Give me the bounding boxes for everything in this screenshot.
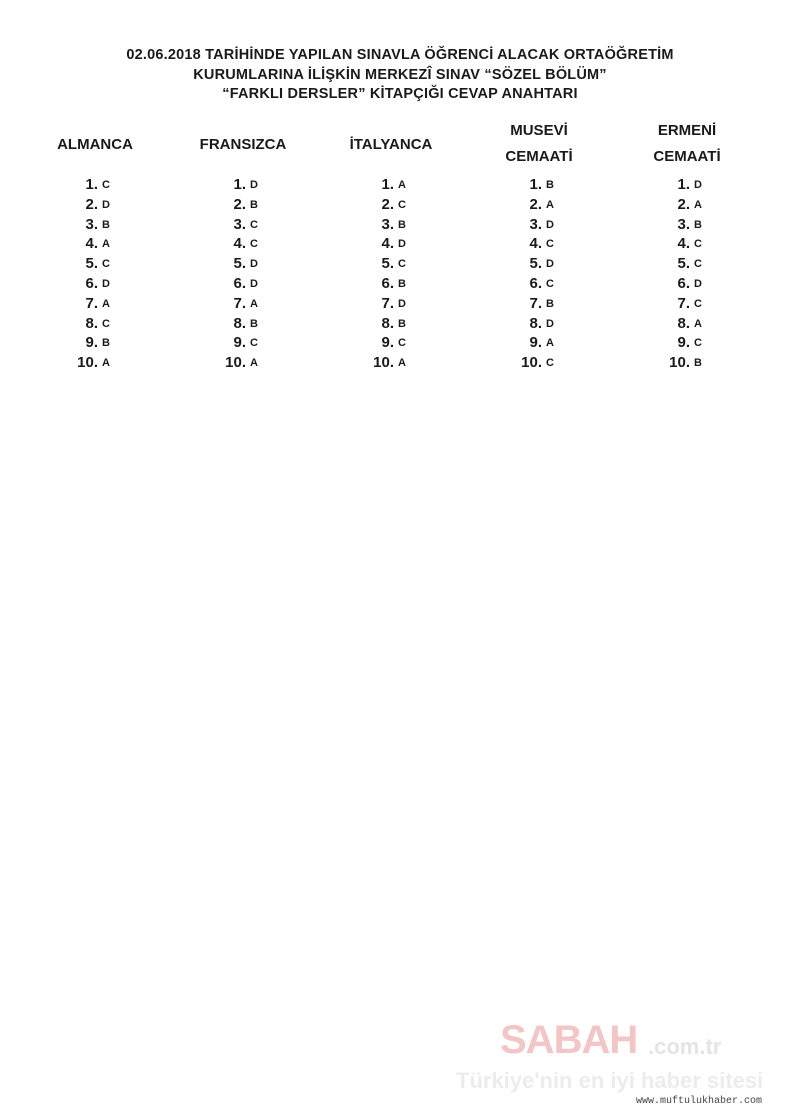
question-number: 3. [677, 215, 690, 233]
answer-column [20, 118, 170, 372]
question-number: 3. [529, 215, 542, 233]
question-number: 5. [529, 255, 542, 273]
answer-letter: C [694, 297, 702, 310]
question-number: 3. [85, 215, 98, 233]
column-title: FRANSIZCA [199, 136, 287, 153]
answer-column [316, 118, 466, 372]
question-number: 7. [381, 294, 394, 312]
answer-letter: C [546, 357, 554, 370]
column-title: İTALYANCA [349, 136, 433, 153]
question-number: 6. [529, 274, 542, 292]
answer-letter: B [694, 218, 702, 231]
question-number: 1. [85, 176, 98, 193]
column-title: ERMENİ [657, 122, 717, 139]
answer-row [612, 315, 762, 335]
question-number: 2. [85, 195, 98, 213]
question-number: 9. [233, 334, 246, 352]
question-number: 10. [669, 354, 690, 372]
answer-row [316, 354, 466, 374]
question-number: 2. [233, 195, 246, 213]
question-number: 8. [381, 314, 394, 332]
answer-row [464, 315, 614, 335]
column-title: ALMANCA [57, 136, 133, 153]
question-number: 4. [677, 235, 690, 253]
answer-row [464, 196, 614, 216]
answer-row [612, 235, 762, 255]
answer-row [316, 176, 466, 196]
title-line-2: KURUMLARINA İLİŞKİN MERKEZÎ SINAV “SÖZEL BÖLÜM” [193, 66, 607, 83]
question-number: 6. [677, 274, 690, 292]
answer-row [168, 315, 318, 335]
watermark-tagline: Türkiye'nin en iyi haber sitesi [456, 1068, 764, 1093]
answer-letter: C [250, 238, 258, 251]
answer-letter: B [546, 297, 554, 310]
answer-letter: C [398, 198, 406, 211]
answer-letter: B [250, 317, 258, 330]
question-number: 1. [381, 176, 394, 193]
answer-row [612, 255, 762, 275]
answer-row [464, 334, 614, 354]
question-number: 7. [233, 294, 246, 312]
question-number: 1. [529, 176, 542, 193]
answer-row [168, 196, 318, 216]
answer-letter: B [398, 317, 406, 330]
answer-row [20, 334, 170, 354]
answer-row [316, 275, 466, 295]
source-footer: www.muftulukhaber.com [636, 1096, 763, 1107]
answer-row [612, 334, 762, 354]
question-number: 9. [85, 334, 98, 352]
question-number: 9. [381, 334, 394, 352]
answer-row [20, 235, 170, 255]
question-number: 5. [233, 255, 246, 273]
question-number: 8. [233, 314, 246, 332]
answer-letter: C [102, 179, 110, 191]
answer-letter: A [694, 198, 702, 211]
answer-letter: C [250, 218, 258, 231]
answer-row [20, 354, 170, 374]
question-number: 4. [85, 235, 98, 253]
answer-row [316, 216, 466, 236]
answer-letter: A [102, 357, 110, 370]
question-number: 3. [381, 215, 394, 233]
question-number: 3. [233, 215, 246, 233]
answer-row [612, 196, 762, 216]
answer-letter: B [250, 198, 258, 211]
question-number: 10. [373, 354, 394, 372]
answer-row [612, 354, 762, 374]
question-number: 9. [529, 334, 542, 352]
question-number: 2. [677, 195, 690, 213]
answer-letter: A [546, 337, 554, 350]
answer-letter: B [398, 277, 406, 290]
answer-row [612, 275, 762, 295]
question-number: 4. [233, 235, 246, 253]
question-number: 2. [529, 195, 542, 213]
answer-column [612, 118, 762, 372]
answer-row [464, 275, 614, 295]
answer-row [316, 295, 466, 315]
answer-row [168, 176, 318, 196]
answer-row [316, 315, 466, 335]
watermark-domain: .com.tr [648, 1034, 722, 1059]
answer-row [168, 235, 318, 255]
question-number: 10. [521, 354, 542, 372]
column-title: MUSEVİ [510, 122, 568, 139]
answer-letter: B [398, 218, 406, 231]
answer-letter: B [694, 357, 702, 370]
answer-row [168, 275, 318, 295]
question-number: 6. [233, 274, 246, 292]
answer-letter: B [102, 218, 110, 231]
question-number: 6. [85, 274, 98, 292]
answer-letter: D [398, 238, 406, 251]
question-number: 5. [381, 255, 394, 273]
answer-row [464, 255, 614, 275]
question-number: 7. [677, 294, 690, 312]
answer-column [464, 118, 614, 372]
question-number: 4. [381, 235, 394, 253]
column-header [20, 118, 170, 174]
question-number: 10. [77, 354, 98, 372]
column-header [168, 118, 318, 174]
answer-row [612, 176, 762, 196]
answer-letter: A [398, 179, 406, 191]
question-number: 9. [677, 334, 690, 352]
answer-letter: A [250, 297, 258, 310]
answer-row [316, 255, 466, 275]
answer-letter: A [250, 357, 258, 370]
answer-letter: D [250, 179, 258, 191]
answer-row [20, 275, 170, 295]
answer-column [168, 118, 318, 372]
answer-letter: C [546, 238, 554, 251]
answer-row [20, 196, 170, 216]
answer-letter: B [102, 337, 110, 350]
answer-row [168, 216, 318, 236]
question-number: 2. [381, 195, 394, 213]
answer-letter: C [694, 238, 702, 251]
column-title-line-2: CEMAATİ [653, 148, 721, 165]
title-line-1: 02.06.2018 TARİHİNDE YAPILAN SINAVLA ÖĞRENCİ ALACAK ORTAÖĞRETİM [126, 47, 674, 63]
answer-letter: D [546, 218, 554, 231]
answer-row [20, 216, 170, 236]
answer-letter: C [398, 337, 406, 350]
column-header [612, 118, 762, 174]
answer-letter: B [546, 179, 554, 191]
question-number: 10. [225, 354, 246, 372]
answer-row [464, 354, 614, 374]
answer-row [316, 334, 466, 354]
answer-row [612, 295, 762, 315]
column-header [464, 118, 614, 174]
answer-letter: D [250, 277, 258, 290]
answer-letter: A [102, 297, 110, 310]
answer-row [20, 255, 170, 275]
sabah-watermark [456, 1008, 798, 1108]
question-number: 5. [85, 255, 98, 273]
answer-row [20, 295, 170, 315]
answer-row [464, 235, 614, 255]
answer-row [168, 354, 318, 374]
answer-letter: C [398, 258, 406, 271]
question-number: 1. [677, 176, 690, 193]
answer-row [316, 235, 466, 255]
answer-letter: D [694, 179, 702, 191]
answer-letter: C [102, 258, 110, 271]
question-number: 5. [677, 255, 690, 273]
question-number: 8. [85, 314, 98, 332]
question-number: 8. [529, 314, 542, 332]
answer-letter: C [250, 337, 258, 350]
column-header [316, 118, 466, 174]
answer-letter: C [694, 337, 702, 350]
question-number: 6. [381, 274, 394, 292]
answer-row [168, 295, 318, 315]
answer-letter: D [694, 277, 702, 290]
question-number: 7. [529, 294, 542, 312]
answer-row [464, 295, 614, 315]
answer-row [612, 216, 762, 236]
answer-row [20, 315, 170, 335]
answer-letter: A [102, 238, 110, 251]
answer-letter: C [102, 317, 110, 330]
answer-letter: D [546, 317, 554, 330]
answer-letter: A [694, 317, 702, 330]
question-number: 8. [677, 314, 690, 332]
question-number: 4. [529, 235, 542, 253]
answer-row [316, 196, 466, 216]
answer-letter: C [694, 258, 702, 271]
answer-letter: A [398, 357, 406, 370]
question-number: 1. [233, 176, 246, 193]
title-line-3: “FARKLI DERSLER” KİTAPÇIĞI CEVAP ANAHTARI [222, 86, 578, 102]
answer-key-title [0, 46, 800, 105]
answer-letter: D [250, 258, 258, 271]
column-title-line-2: CEMAATİ [505, 148, 573, 165]
answer-row [464, 216, 614, 236]
answer-letter: D [398, 297, 406, 310]
answer-row [168, 334, 318, 354]
answer-row [20, 176, 170, 196]
answer-letter: A [546, 198, 554, 211]
answer-letter: D [546, 258, 554, 271]
answer-letter: D [102, 198, 110, 211]
answer-letter: D [102, 277, 110, 290]
answer-row [168, 255, 318, 275]
question-number: 7. [85, 294, 98, 312]
answer-row [464, 176, 614, 196]
answer-letter: C [546, 277, 554, 290]
watermark-logo: SABAH [500, 1018, 638, 1062]
